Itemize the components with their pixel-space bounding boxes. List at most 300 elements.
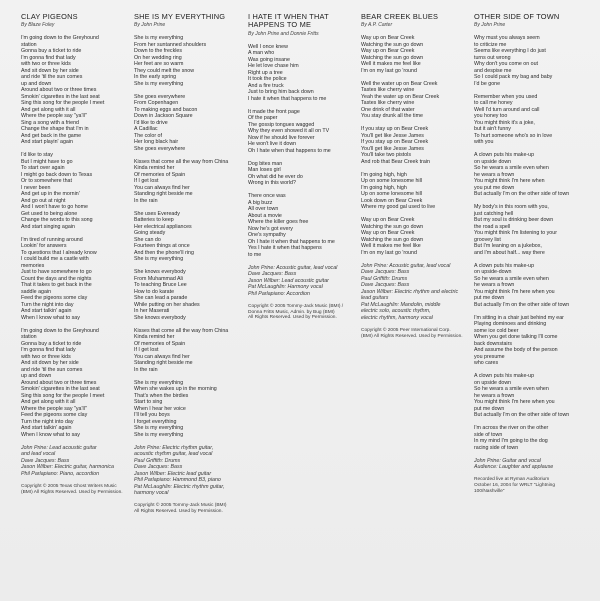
lyric-line: It made the front page bbox=[248, 108, 300, 115]
lyric-line: You might think I'm here when you bbox=[474, 288, 555, 295]
musician-credits bbox=[474, 458, 582, 471]
copyright-line: Recorded live at Ryman Auditorium bbox=[474, 477, 550, 483]
song-author: By Blaze Foley bbox=[21, 22, 55, 29]
lyric-line: up and down bbox=[21, 80, 52, 87]
lyric-line: I might go back down to Texas bbox=[21, 171, 93, 178]
lyric-line: But actually I'm on the other side of town bbox=[474, 191, 570, 198]
copyright-line: 100/Nashville" bbox=[474, 489, 505, 494]
credit-line: Jason Wilber: Electric lead guitar bbox=[134, 470, 212, 477]
lyric-stanza bbox=[21, 237, 129, 322]
copyright-line: Copyright © 2005 Tommy-Jack Music (BMI) bbox=[134, 503, 227, 509]
lyric-line: Count the days and the nights bbox=[21, 275, 92, 282]
lyric-line: And get along with it all bbox=[21, 106, 76, 113]
lyric-line: And start singing again bbox=[21, 223, 75, 230]
lyric-line: Watching the sun go down bbox=[361, 41, 424, 48]
lyric-line: Tastes like cherry wine bbox=[361, 87, 415, 94]
lyric-line: So I could pack my bag and baby bbox=[474, 74, 553, 81]
lyric-line: And sit down by her side bbox=[21, 67, 79, 74]
credit-line: Phil Parlapiano: Hammond B3, piano bbox=[134, 477, 221, 484]
lyric-line: You might think I'm here when you bbox=[474, 399, 555, 406]
lyric-line: She is my everything bbox=[134, 256, 184, 263]
lyric-line: From Copenhagen bbox=[134, 100, 179, 107]
lyric-line: A man who bbox=[248, 50, 275, 57]
song-title: OTHER SIDE OF TOWN bbox=[474, 12, 560, 21]
lyric-stanza bbox=[134, 94, 242, 153]
lyric-line: You'll take two pistols bbox=[361, 152, 411, 159]
lyric-line: You might think it's a joke, bbox=[474, 119, 535, 126]
lyric-line: put me down bbox=[474, 295, 505, 302]
lyric-line: Batteries to keep bbox=[134, 217, 174, 224]
lyric-line: turns out wrong bbox=[474, 54, 511, 61]
lyric-line: back downstairs bbox=[474, 340, 512, 347]
lyric-line: I'm going down to the Greyhound bbox=[21, 35, 99, 42]
lyric-line: Her long black hair bbox=[134, 139, 179, 146]
lyric-line: She knows everybody bbox=[134, 314, 186, 321]
lyric-line: Up on some lonesome hill bbox=[361, 178, 422, 185]
lyric-line: racing side of town bbox=[474, 444, 519, 451]
lyric-line: A Cadillac bbox=[134, 126, 158, 133]
lyric-line: Watching the sun go down bbox=[361, 236, 424, 243]
lyric-line: In her Maserati bbox=[134, 308, 170, 315]
lyric-line: Gonna buy a ticket to ride bbox=[21, 48, 82, 55]
lyric-stanza bbox=[361, 126, 469, 165]
lyric-line: A clown puts his make-up bbox=[474, 373, 535, 380]
lyric-stanza bbox=[248, 161, 356, 187]
credit-line: Pat McLaughlin: Electric rhythm guitar, bbox=[134, 483, 225, 490]
lyric-line: but it ain't funny bbox=[474, 126, 511, 133]
lyric-line: the road a spell bbox=[474, 223, 511, 230]
credit-line: Audience: Laughter and applause bbox=[474, 464, 554, 471]
lyric-line: Sing this song for the people I meet bbox=[21, 392, 105, 399]
lyric-line: Up on some lonesome hill bbox=[361, 191, 422, 198]
lyric-line: But actually I'm on the other side of town bbox=[474, 412, 570, 419]
lyric-line: Of memories of Spain bbox=[134, 340, 186, 347]
lyric-line: She is my everything bbox=[134, 35, 184, 42]
lyric-stanza bbox=[474, 204, 582, 256]
lyric-line: But I'm leaning on a jukebox, bbox=[474, 243, 542, 250]
copyright-notice bbox=[248, 304, 356, 321]
lyric-line: who cares bbox=[474, 360, 499, 367]
lyric-line: On her wedding ring bbox=[134, 54, 182, 61]
lyric-line: Playing dominoes and drinking bbox=[474, 321, 547, 328]
lyric-line: Just to have somewhere to go bbox=[21, 269, 92, 276]
lyric-stanza bbox=[361, 172, 469, 211]
lyric-line: One drink of that water bbox=[361, 106, 415, 113]
lyric-line: And get back in the game bbox=[21, 132, 82, 139]
lyric-stanza bbox=[361, 81, 469, 120]
lyric-line: to me bbox=[248, 251, 262, 258]
lyric-stanza bbox=[474, 425, 582, 451]
credit-line: John Prine: Acoustic guitar, lead vocal bbox=[361, 262, 451, 269]
song-column-other-side-of-town bbox=[474, 13, 582, 501]
lyric-line: When I know what to say bbox=[21, 431, 80, 438]
credit-line: Phil Parlapiano: Piano, accordion bbox=[21, 470, 100, 477]
lyric-line: station bbox=[21, 334, 37, 341]
lyric-stanza bbox=[134, 35, 242, 87]
lyric-line: If I get lost bbox=[134, 178, 159, 185]
lyric-line: Where the people say "ya'll" bbox=[21, 405, 87, 412]
lyric-line: You might think I'm listening to your bbox=[474, 230, 557, 237]
lyric-line: Well it makes me feel like bbox=[361, 61, 421, 68]
copyright-line: (BMI) All Rights Reserved. Used by Permission. bbox=[21, 489, 123, 495]
lyric-line: If you stay up on Bear Creek bbox=[361, 139, 429, 146]
lyric-line: I hate it when that happens to me bbox=[248, 95, 327, 102]
lyric-line: Where the people say "ya'll" bbox=[21, 113, 87, 120]
lyric-line: In the rain bbox=[134, 197, 158, 204]
copyright-line: Copyright © 2005 Peer International Corp. bbox=[361, 327, 451, 333]
lyric-line: on upside-down bbox=[474, 269, 512, 276]
lyric-line: The color of bbox=[134, 132, 162, 139]
lyric-line: She is my everything bbox=[134, 425, 184, 432]
lyric-line: She can do bbox=[134, 236, 161, 243]
lyric-line: To questions that I already know bbox=[21, 249, 97, 256]
credit-line: acoustic rhythm guitar, lead vocal bbox=[134, 451, 213, 458]
lyric-line: And get up in the mornin' bbox=[21, 191, 80, 198]
copyright-line: All Rights Reserved. Used by Permission. bbox=[248, 315, 337, 321]
lyric-line: And go out at night bbox=[21, 197, 66, 204]
credit-line: John Prine: Acoustic guitar, lead vocal bbox=[248, 264, 338, 271]
lyric-line: And then the phone'll ring bbox=[134, 249, 194, 256]
credit-line: and lead vocal bbox=[21, 451, 56, 458]
lyric-line: Gonna buy a ticket to ride bbox=[21, 340, 82, 347]
lyric-line: You might think I'm here when bbox=[474, 178, 545, 185]
lyric-line: Well I'd turn around and call bbox=[474, 106, 540, 113]
credit-line: electric rhythm, harmony vocal bbox=[361, 314, 433, 321]
lyric-stanza bbox=[248, 193, 356, 258]
lyric-line: She is my everything bbox=[134, 379, 184, 386]
credit-line: Dave Jacques: Bass bbox=[134, 464, 183, 471]
lyric-line: You'll get like Jesse James bbox=[361, 132, 424, 139]
lyric-stanza bbox=[134, 159, 242, 205]
song-author: By John Prine and Donnie Fritts bbox=[248, 30, 319, 37]
lyric-line: You can always find her bbox=[134, 184, 190, 191]
lyric-line: Or to somewhere that bbox=[21, 178, 72, 185]
lyric-line: I'll tell you boys bbox=[134, 412, 170, 419]
credit-line: Dave Jacques: Bass bbox=[248, 271, 297, 278]
lyric-line: Oh I hate when that happens to me bbox=[248, 147, 331, 154]
lyric-line: She goes everywhere bbox=[134, 93, 186, 100]
credit-line: John Prine: Guitar and vocal bbox=[474, 457, 541, 464]
lyric-line: Smokin' cigarettes in the last seat bbox=[21, 386, 100, 393]
credit-line: Jason Wilber: Electric guitar, harmonica bbox=[21, 464, 114, 471]
song-column-clay-pigeons bbox=[21, 13, 129, 502]
lyric-line: It took the police bbox=[248, 76, 287, 83]
lyric-line: I'm sitting in a chair just behind my ear bbox=[474, 314, 564, 321]
copyright-line: All Rights Reserved. Used by Permission. bbox=[134, 509, 223, 515]
credit-line: Jason Wilber: Electric rhythm and electric bbox=[361, 288, 459, 295]
lyric-line: Down to the freckles bbox=[134, 48, 182, 55]
lyric-line: When she wakes up in the morning bbox=[134, 386, 217, 393]
lyric-line: Look down on Bear Creek bbox=[361, 197, 423, 204]
lyric-line: Kinda remind her bbox=[134, 165, 175, 172]
lyric-line: Kisses that come all the way from China bbox=[134, 327, 229, 334]
credit-line: Jason Wilber: Lead acoustic guitar bbox=[248, 277, 329, 284]
song-column-bear-creek-blues bbox=[361, 13, 469, 346]
lyric-line: with two or three kids bbox=[21, 61, 71, 68]
lyric-line: I never been bbox=[21, 184, 51, 191]
lyric-line: When you get done talking I'll come bbox=[474, 334, 558, 341]
lyric-line: Get used to being alone bbox=[21, 210, 78, 217]
copyright-line: Donna Fritts Music, Admin. by Bug (BMI) bbox=[248, 309, 335, 315]
lyric-line: Way up on Bear Creek bbox=[361, 48, 415, 55]
credit-line: John Prine: Lead acoustic guitar bbox=[21, 444, 97, 451]
lyric-line: I'm tired of running around bbox=[21, 236, 83, 243]
lyric-line: And sit down by her side bbox=[21, 360, 79, 367]
lyric-line: Well it makes me feel like bbox=[361, 243, 421, 250]
lyric-line: She is my everything bbox=[134, 80, 184, 87]
lyric-line: From Muhammad Ali bbox=[134, 275, 183, 282]
lyric-line: You can always find her bbox=[134, 353, 190, 360]
credit-line: Dave Jacques: Bass bbox=[21, 457, 70, 464]
credit-line: Dave Jacques: Bass bbox=[361, 269, 410, 276]
lyric-line: Why must you always seem bbox=[474, 35, 540, 42]
lyric-line: But actually I'm on the other side of town bbox=[474, 301, 570, 308]
lyric-line: Down in Jackson Square bbox=[134, 113, 193, 120]
lyric-line: If you stay up on Bear Creek bbox=[361, 126, 429, 133]
lyric-stanza bbox=[361, 35, 469, 74]
lyric-line: Tastes like cherry wine bbox=[361, 100, 415, 107]
lyric-line: Why they even showed it all on TV bbox=[248, 128, 330, 135]
lyric-line: with you bbox=[474, 139, 494, 146]
lyric-line: I'm going down to the Greyhound bbox=[21, 327, 99, 334]
lyric-line: Wrong in this world? bbox=[248, 180, 296, 187]
lyric-line: And start playin' again bbox=[21, 139, 73, 146]
lyric-line: And I won't have to go home bbox=[21, 204, 88, 211]
lyric-line: When I know what to say bbox=[21, 314, 80, 321]
lyric-line: Kisses that come all the way from China bbox=[134, 158, 229, 165]
lyric-line: And rob that Bear Creek train bbox=[361, 158, 430, 165]
musician-credits bbox=[248, 265, 356, 298]
lyric-line: There once was bbox=[248, 193, 286, 200]
copyright-line: October 16, 2004 for WRLT "Lightning bbox=[474, 483, 555, 489]
lyric-stanza bbox=[474, 94, 582, 146]
lyric-line: Going steady bbox=[134, 230, 166, 237]
copyright-notice bbox=[21, 484, 129, 496]
lyric-line: Her feet are so warm bbox=[134, 61, 184, 68]
lyric-line: If I get lost bbox=[134, 347, 159, 354]
lyric-line: up and down bbox=[21, 373, 52, 380]
lyric-line: side of town bbox=[474, 431, 503, 438]
lyric-line: Smokin' cigarettes in the last seat bbox=[21, 93, 100, 100]
lyric-line: he wears a frown bbox=[474, 171, 515, 178]
lyric-line: and I'm about half... way there bbox=[474, 249, 545, 256]
lyric-line: and despise me bbox=[474, 67, 512, 74]
lyric-line: You'll get like Jesse James bbox=[361, 145, 424, 152]
lyric-line: Remember when you used bbox=[474, 93, 538, 100]
lyric-line: Where my good gal used to live bbox=[361, 204, 436, 211]
lyric-line: Sing a song with a friend bbox=[21, 119, 80, 126]
lyric-line: Lookin' for answers bbox=[21, 243, 67, 250]
lyric-line: Her electrical appliances bbox=[134, 223, 192, 230]
lyric-line: Way up on Bear Creek bbox=[361, 230, 415, 237]
lyric-line: Why don't you come on out bbox=[474, 61, 539, 68]
copyright-line: Copyright © 2005 Texas Ghost Writers Music bbox=[21, 483, 117, 489]
song-title: CLAY PIGEONS bbox=[21, 12, 78, 21]
lyric-line: About a movie bbox=[248, 212, 282, 219]
lyric-line: And start talkin' again bbox=[21, 308, 72, 315]
lyric-line: Turn the night into day bbox=[21, 418, 74, 425]
lyric-line: To making eggs and bacon bbox=[134, 106, 198, 113]
lyric-line: Man loses girl bbox=[248, 167, 281, 174]
lyric-line: I'm gonna find that lady bbox=[21, 54, 76, 61]
lyric-line: She is my everything bbox=[134, 431, 184, 438]
lyric-line: Oh what did he ever do bbox=[248, 173, 303, 180]
lyric-line: Watching the sun go down bbox=[361, 54, 424, 61]
lyric-line: Was going insane bbox=[248, 56, 290, 63]
musician-credits bbox=[134, 445, 242, 497]
lyric-stanza bbox=[361, 217, 469, 256]
lyric-line: So he wears a smile even when bbox=[474, 275, 549, 282]
lyric-line: Sing this song for the people I meet bbox=[21, 100, 105, 107]
copyright-notice bbox=[361, 328, 469, 340]
lyric-line: with two or three kids bbox=[21, 353, 71, 360]
lyric-line: One's sympathy bbox=[248, 232, 286, 239]
lyric-stanza bbox=[134, 269, 242, 321]
lyric-stanza bbox=[21, 35, 129, 146]
song-column-she-is-my-everything bbox=[134, 13, 242, 521]
lyric-line: That's when the birdies bbox=[134, 392, 189, 399]
lyric-stanza bbox=[474, 263, 582, 309]
lyric-line: memories bbox=[21, 262, 45, 269]
lyric-line: Feed the pigeons some clay bbox=[21, 412, 88, 419]
lyric-line: I'm on my last go 'round bbox=[361, 67, 417, 74]
lyric-line: he wears a frown bbox=[474, 392, 515, 399]
lyric-line: you honey too bbox=[474, 113, 508, 120]
lyric-line: Around about two or three times bbox=[21, 87, 97, 94]
lyric-line: A big buzz bbox=[248, 199, 273, 206]
lyric-line: Watching the sun go down bbox=[361, 223, 424, 230]
lyric-line: All over town bbox=[248, 206, 279, 213]
lyric-line: In the early spring bbox=[134, 74, 177, 81]
credit-line: Paul Griffith: Drums bbox=[134, 457, 181, 464]
lyric-line: Feed the pigeons some clay bbox=[21, 295, 88, 302]
lyric-line: In the rain bbox=[134, 366, 158, 373]
lyric-line: To hurt someone who's so in love bbox=[474, 132, 553, 139]
lyric-stanza bbox=[474, 315, 582, 367]
lyric-line: on upside down bbox=[474, 379, 512, 386]
lyric-line: Way up on Bear Creek bbox=[361, 217, 415, 224]
lyric-line: When I hear her voice bbox=[134, 405, 186, 412]
lyric-stanza bbox=[474, 373, 582, 419]
lyric-line: Start to sing bbox=[134, 399, 163, 406]
lyric-stanza bbox=[474, 35, 582, 87]
lyric-line: To teaching Bruce Lee bbox=[134, 282, 187, 289]
lyric-line: some ice cold beer bbox=[474, 327, 519, 334]
lyric-line: And assume the body of the person bbox=[474, 347, 558, 354]
lyric-line: Well I once knew bbox=[248, 43, 288, 50]
lyric-line: Of the paper bbox=[248, 115, 278, 122]
song-title: I HATE IT WHEN THAT HAPPENS TO ME bbox=[248, 12, 329, 30]
song-author: By A.P. Carter bbox=[361, 22, 393, 29]
lyric-line: Well the water up on Bear Creek bbox=[361, 80, 438, 87]
credit-line: Paul Griffith: Drums bbox=[361, 275, 408, 282]
lyric-line: Where the killer goes free bbox=[248, 219, 309, 226]
lyric-stanza bbox=[134, 211, 242, 263]
credit-line: electric solo, acoustic rhythm, bbox=[361, 308, 431, 315]
copyright-notice bbox=[134, 503, 242, 515]
lyric-stanza bbox=[474, 152, 582, 198]
lyric-line: And get along with it all bbox=[21, 399, 76, 406]
lyric-line: My body's in this room with you, bbox=[474, 204, 549, 211]
lyric-line: But my soul is drinking beer down bbox=[474, 217, 554, 224]
lyric-line: Around about two or three times bbox=[21, 379, 97, 386]
credit-line: John Prine: Electric rhythm guitar, bbox=[134, 444, 214, 451]
lyric-line: You stay drunk all the time bbox=[361, 113, 423, 120]
lyric-line: and ride 'til the sun comes bbox=[21, 74, 83, 81]
song-title: SHE IS MY EVERYTHING bbox=[134, 12, 226, 21]
lyric-stanza bbox=[248, 109, 356, 155]
lyric-line: Just to bring him back down bbox=[248, 89, 314, 96]
lyric-line: The gossip tongues wagged bbox=[248, 121, 315, 128]
credit-line: Pat McLaughlin: Mandolin, middle bbox=[361, 301, 441, 308]
lyric-line: From her suntanned shoulders bbox=[134, 41, 207, 48]
lyric-line: put me down bbox=[474, 405, 505, 412]
lyric-line: She goes everywhere bbox=[134, 145, 186, 152]
lyric-line: station bbox=[21, 41, 37, 48]
lyric-line: Yeah the water up on Bear Creek bbox=[361, 93, 440, 100]
lyric-line: She knows everybody bbox=[134, 269, 186, 276]
lyric-stanza bbox=[21, 152, 129, 230]
lyric-line: Standing right beside me bbox=[134, 360, 193, 367]
song-author: By John Prine bbox=[134, 22, 166, 29]
lyric-line: So he wears a smile even when bbox=[474, 386, 549, 393]
lyric-line: Seems like everything I do just bbox=[474, 48, 546, 55]
lyric-line: just catching hell bbox=[474, 210, 514, 217]
lyric-line: Standing right beside me bbox=[134, 191, 193, 198]
lyric-line: on upside down bbox=[474, 158, 512, 165]
lyric-line: So he wears a smile even when bbox=[474, 165, 549, 172]
lyric-line: Now if he should live forever bbox=[248, 134, 315, 141]
lyric-line: To start over again bbox=[21, 165, 65, 172]
song-author: By John Prine bbox=[474, 22, 506, 29]
lyric-line: I'm on my last go 'round bbox=[361, 249, 417, 256]
lyric-line: And a fire truck bbox=[248, 82, 284, 89]
lyric-line: A clown puts his make-up bbox=[474, 262, 535, 269]
song-title: BEAR CREEK BLUES bbox=[361, 12, 439, 21]
lyric-line: He let love chase him bbox=[248, 63, 299, 70]
lyric-line: While putting on her shades bbox=[134, 301, 200, 308]
lyric-line: And start talkin' again bbox=[21, 425, 72, 432]
lyric-line: Yes I hate it when that happens bbox=[248, 245, 322, 252]
copyright-line: (BMI) All Rights Reserved. Used by Permission. bbox=[361, 333, 463, 339]
lyric-stanza bbox=[21, 328, 129, 439]
song-column-i-hate-it-when-that-happens bbox=[248, 13, 356, 327]
lyric-line: Fourteen things at once bbox=[134, 243, 190, 250]
credit-line: lead guitars bbox=[361, 295, 389, 302]
lyric-stanza bbox=[248, 44, 356, 103]
lyric-line: He won't live it down bbox=[248, 141, 297, 148]
lyric-line: She can lead a parade bbox=[134, 295, 188, 302]
lyric-line: Right up a tree bbox=[248, 69, 283, 76]
lyric-line: I'd like to drive bbox=[134, 119, 168, 126]
lyric-line: Way up on Bear Creek bbox=[361, 35, 415, 42]
lyric-line: I'd be gone bbox=[474, 80, 501, 87]
lyric-line: That it takes to get back in the bbox=[21, 282, 92, 289]
lyric-line: Of memories of Spain bbox=[134, 171, 186, 178]
lyric-line: I'm going high, high bbox=[361, 171, 407, 178]
copyright-line: Copyright © 2005 Tommy-Jack Music (BMI) / bbox=[248, 303, 344, 309]
musician-credits bbox=[361, 263, 469, 322]
lyric-line: I'm across the river on the other bbox=[474, 425, 549, 432]
lyric-line: Change the words to this song bbox=[21, 217, 93, 224]
lyric-line: They could melt the snow bbox=[134, 67, 195, 74]
lyric-line: Kinda remind her bbox=[134, 334, 175, 341]
lyric-line: A clown puts his make-up bbox=[474, 152, 535, 159]
lyric-line: I forget everything bbox=[134, 418, 177, 425]
lyric-line: But I might have to go bbox=[21, 158, 73, 165]
lyric-line: to criticize me bbox=[474, 41, 507, 48]
lyric-line: you presume bbox=[474, 353, 505, 360]
